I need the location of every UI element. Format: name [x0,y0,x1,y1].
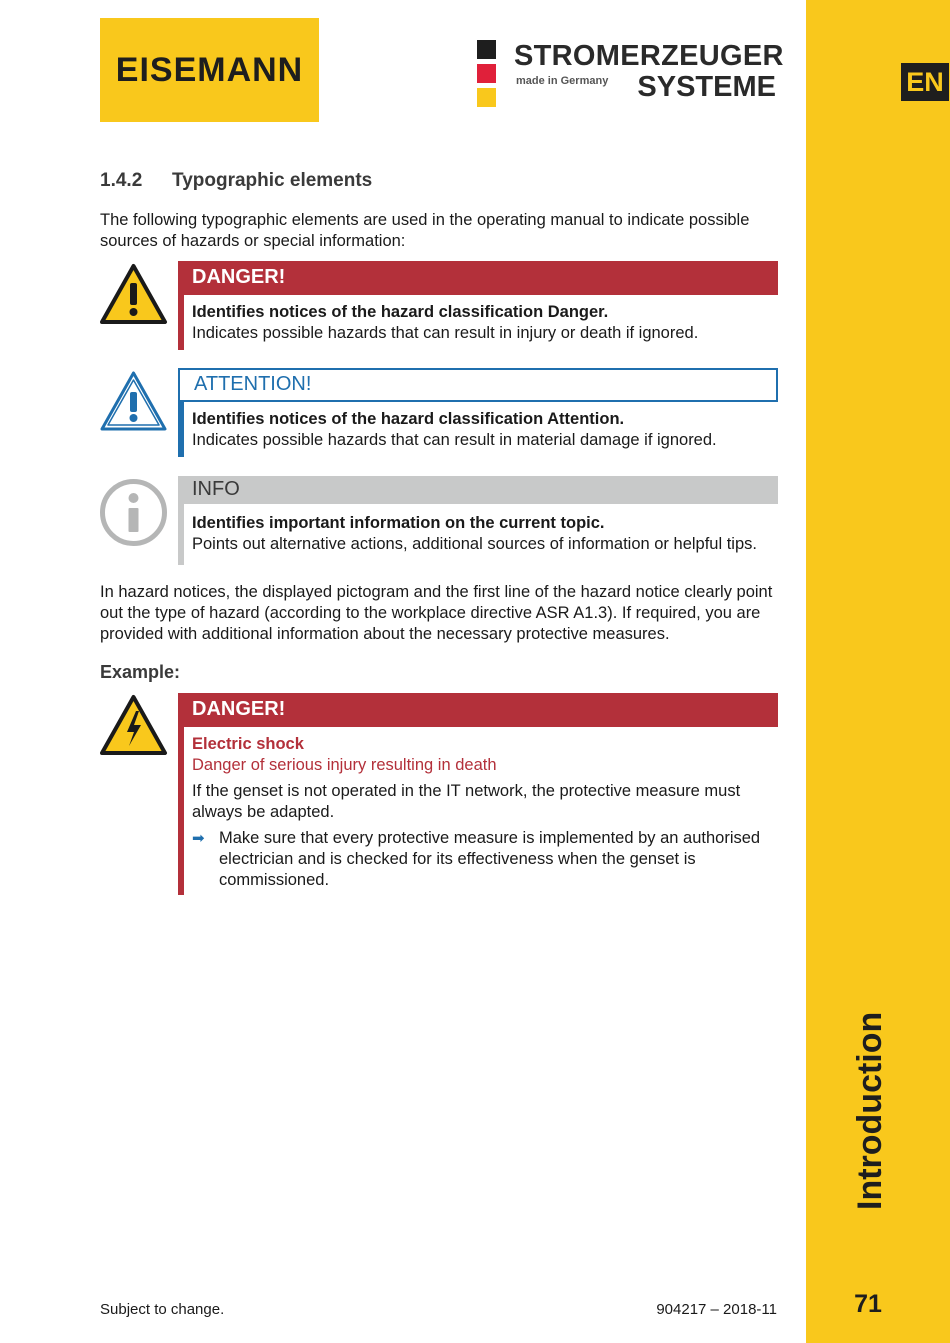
example-label: Example: [100,662,181,682]
brand-tagline: made in Germany [516,75,609,87]
danger-content [192,302,777,344]
electric-hazard-icon [99,694,168,756]
danger-text: Indicates possible hazards that can result in injury or death if ignored. [192,324,699,342]
footer-disclaimer: Subject to change. [100,1301,225,1318]
hazard-paragraph: In hazard notices, the displayed pictogram and the first line of the hazard notice clearly point out the type of hazard (according to the workplace directive ASR A1.3). If required, you are provided with additional information about the necessary protective measures. [100,583,773,643]
example-consequence: Danger of serious injury resulting in death [192,756,497,774]
danger-bold-text: Identifies notices of the hazard classification Danger. [192,303,609,321]
brand-subtitle: SYSTEME [637,71,776,103]
arrow-bullet-icon: ➡ [192,830,205,847]
info-circle-icon [99,478,168,547]
example-danger-label: DANGER! [178,693,778,727]
info-bold-text: Identifies important information on the current topic. [192,514,605,532]
warning-triangle-icon [99,263,168,325]
germany-flag-icon [477,40,496,112]
footer-document-id: 904217 – 2018-11 [656,1301,777,1318]
example-text: If the genset is not operated in the IT network, the protective measure must always be adapted. [192,782,741,821]
attention-notice [178,368,778,457]
info-label: INFO [178,476,778,504]
section-heading [100,170,372,192]
info-content [192,513,777,555]
intro-paragraph: The following typographic elements are used in the operating manual to indicate possible sources of hazards or special information: [100,211,750,250]
attention-triangle-icon [99,370,168,432]
example-danger-content [192,734,777,891]
attention-content [192,409,777,451]
eisemann-logo: EISEMANN [100,18,319,122]
section-heading-title: Typographic elements [172,170,373,191]
example-action-item [192,828,777,891]
language-badge: EN [901,63,949,101]
example-action-text: Make sure that every protective measure is implemented by an authorised electrician and is checked for its effectiveness when the genset is commissioned. [219,829,761,889]
danger-notice [178,261,778,350]
example-danger-notice [178,693,778,895]
attention-text: Indicates possible hazards that can result in material damage if ignored. [192,431,717,449]
page-number: 71 [854,1290,882,1318]
section-number: 1.4.2 [100,170,143,191]
brand-title: STROMERZEUGER [514,40,784,72]
info-text: Points out alternative actions, additional sources of information or helpful tips. [192,535,757,553]
attention-bold-text: Identifies notices of the hazard classification Attention. [192,410,625,428]
danger-label: DANGER! [178,261,778,295]
info-notice [178,476,778,565]
attention-label: ATTENTION! [178,368,778,402]
section-title: Introduction [851,1011,889,1210]
example-hazard-type: Electric shock [192,735,304,753]
